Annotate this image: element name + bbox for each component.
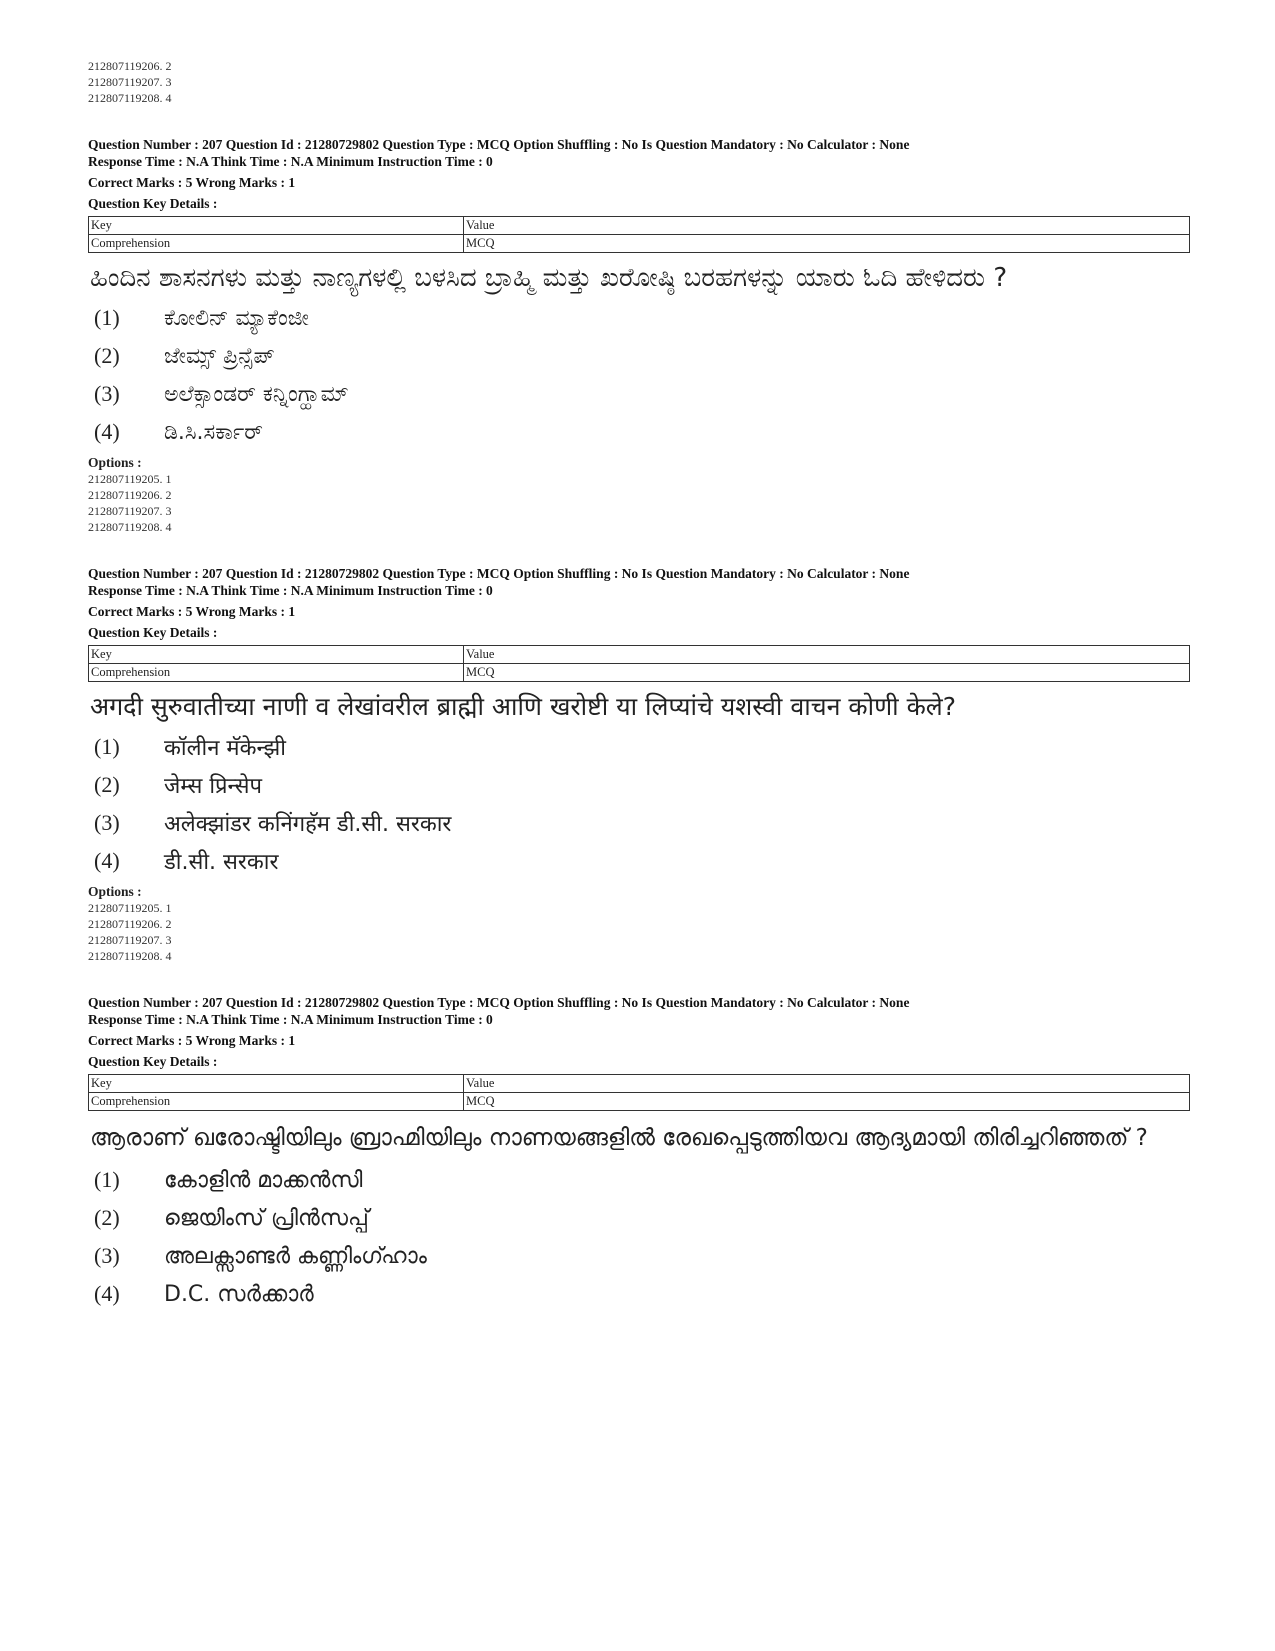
option-number: (3): [94, 381, 120, 406]
metadata-line: Response Time : N.A Think Time : N.A Minimum Instruction Time : 0: [88, 1012, 493, 1027]
key-details-label: Question Key Details :: [88, 196, 218, 211]
key-details-label: Question Key Details :: [88, 625, 218, 640]
option-text: डी.सी. सरकार: [164, 850, 279, 875]
marks-line: Correct Marks : 5 Wrong Marks : 1: [88, 175, 296, 190]
option-id: 212807119208. 4: [88, 949, 172, 963]
option-text: ಡಿ.ಸಿ.ಸರ್ಕಾರ್: [164, 419, 264, 445]
marks-line: Correct Marks : 5 Wrong Marks : 1: [88, 1033, 296, 1048]
answer-option: [88, 413, 1188, 451]
metadata-line: Response Time : N.A Think Time : N.A Minimum Instruction Time : 0: [88, 583, 493, 598]
question-block-marathi: [88, 565, 1188, 964]
question-text: ಹಿಂದಿನ ಶಾಸನಗಳು ಮತ್ತು ನಾಣ್ಯಗಳಲ್ಲಿ ಬಳಸಿದ ಬ್ರಾಹ್ಮಿ ಮತ್ತು ಖರೋಷ್ಠಿ ಬರಹಗಳನ್ನು ಯಾರು ಓದಿ ಹೇಳಿದರು ?: [90, 263, 1008, 293]
table-header-row: [89, 1075, 1190, 1093]
table-header-key: Key: [89, 1075, 464, 1093]
option-text: ಅಲೆಕ್ಸಾಂಡರ್ ಕನ್ನಿಂಗ್ಹಾಮ್: [164, 381, 349, 407]
table-header-row: [89, 217, 1190, 235]
metadata-line: Question Number : 207 Question Id : 21280729802 Question Type : MCQ Option Shuffling : No Is Question Mandatory : No Calculator : None: [88, 137, 910, 152]
options-label: Options :: [88, 455, 142, 470]
answer-option: [88, 337, 1188, 375]
option-number: (2): [94, 343, 120, 368]
question-block-malayalam: [88, 994, 1188, 1313]
option-text: कॉलीन मॅकेन्झी: [164, 736, 287, 761]
option-text: D.C. സർക്കാർ: [164, 1281, 314, 1307]
option-id-list: [88, 900, 1188, 964]
answer-options: [88, 299, 1188, 451]
top-option-id-list: [88, 58, 1188, 106]
table-header-row: [89, 646, 1190, 664]
answer-options: [88, 728, 1188, 880]
option-text: അലക്സാണ്ടർ കണ്ണിംഗ്ഹാം: [164, 1243, 427, 1269]
table-header-value: Value: [464, 1075, 1190, 1093]
question-key-table: [88, 216, 1190, 253]
table-row: [89, 664, 1190, 682]
answer-option: [88, 1237, 1188, 1275]
question-block-kannada: [88, 136, 1188, 535]
table-cell-value: MCQ: [464, 664, 1190, 682]
question-text: अगदी सुरुवातीच्या नाणी व लेखांवरील ब्राह्मी आणि खरोष्टी या लिप्यांचे यशस्वी वाचन कोणी केले?: [90, 692, 957, 721]
answer-option: [88, 766, 1188, 804]
option-id: 212807119207. 3: [88, 75, 172, 89]
option-number: (2): [94, 772, 120, 797]
answer-option: [88, 1275, 1188, 1313]
option-number: (4): [94, 848, 120, 873]
options-label: Options :: [88, 884, 142, 899]
marks-line: Correct Marks : 5 Wrong Marks : 1: [88, 604, 296, 619]
table-header-key: Key: [89, 217, 464, 235]
option-id: 212807119205. 1: [88, 472, 172, 486]
option-id: 212807119207. 3: [88, 933, 172, 947]
metadata-line: Question Number : 207 Question Id : 21280729802 Question Type : MCQ Option Shuffling : No Is Question Mandatory : No Calculator : None: [88, 566, 910, 581]
option-id: 212807119206. 2: [88, 488, 172, 502]
option-number: (4): [94, 419, 120, 444]
option-number: (1): [94, 734, 120, 759]
answer-option: [88, 842, 1188, 880]
option-text: ಕೋಲಿನ್ ಮ್ಯಾಕೆಂಜೀ: [164, 305, 309, 331]
answer-options: [88, 1161, 1188, 1313]
question-text: ആരാണ് ഖരോഷ്ടിയിലും ബ്രാഹ്മിയിലും നാണയങ്ങളിൽ രേഖപ്പെടുത്തിയവ ആദ്യമായി തിരിച്ചറിഞ്ഞത് ?: [90, 1125, 1148, 1151]
question-key-table: [88, 1074, 1190, 1111]
table-cell-value: MCQ: [464, 1093, 1190, 1111]
option-id: 212807119205. 1: [88, 901, 172, 915]
option-id-list: [88, 471, 1188, 535]
table-header-key: Key: [89, 646, 464, 664]
table-header-value: Value: [464, 646, 1190, 664]
answer-option: [88, 1199, 1188, 1237]
option-number: (3): [94, 1243, 120, 1268]
table-row: [89, 1093, 1190, 1111]
answer-option: [88, 1161, 1188, 1199]
table-cell-value: MCQ: [464, 235, 1190, 253]
option-id: 212807119206. 2: [88, 59, 172, 73]
option-text: जेम्स प्रिन्सेप: [164, 774, 263, 799]
option-text: अलेक्झांडर कनिंगहॅम डी.सी. सरकार: [164, 812, 452, 837]
metadata-line: Question Number : 207 Question Id : 21280729802 Question Type : MCQ Option Shuffling : No Is Question Mandatory : No Calculator : None: [88, 995, 910, 1010]
question-metadata: [88, 994, 1188, 1070]
question-key-table: [88, 645, 1190, 682]
option-text: ജെയിംസ് പ്രിൻസപ്പ്: [164, 1205, 369, 1231]
answer-option: [88, 375, 1188, 413]
option-number: (2): [94, 1205, 120, 1230]
option-number: (4): [94, 1281, 120, 1306]
option-text: കോളിൻ മാക്കൻസി: [164, 1167, 363, 1193]
table-cell-key: Comprehension: [89, 235, 464, 253]
table-header-value: Value: [464, 217, 1190, 235]
option-number: (1): [94, 1167, 120, 1192]
table-cell-key: Comprehension: [89, 1093, 464, 1111]
answer-option: [88, 804, 1188, 842]
answer-option: [88, 728, 1188, 766]
option-text: ಜೇಮ್ಸ್ ಪ್ರಿನ್ಸೆಪ್: [164, 343, 275, 369]
question-metadata: [88, 136, 1188, 212]
document-page: [88, 58, 1188, 1313]
table-row: [89, 235, 1190, 253]
metadata-line: Response Time : N.A Think Time : N.A Minimum Instruction Time : 0: [88, 154, 493, 169]
table-cell-key: Comprehension: [89, 664, 464, 682]
option-number: (3): [94, 810, 120, 835]
question-metadata: [88, 565, 1188, 641]
answer-option: [88, 299, 1188, 337]
option-id: 212807119206. 2: [88, 917, 172, 931]
option-number: (1): [94, 305, 120, 330]
key-details-label: Question Key Details :: [88, 1054, 218, 1069]
option-id: 212807119207. 3: [88, 504, 172, 518]
option-id: 212807119208. 4: [88, 520, 172, 534]
option-id: 212807119208. 4: [88, 91, 172, 105]
